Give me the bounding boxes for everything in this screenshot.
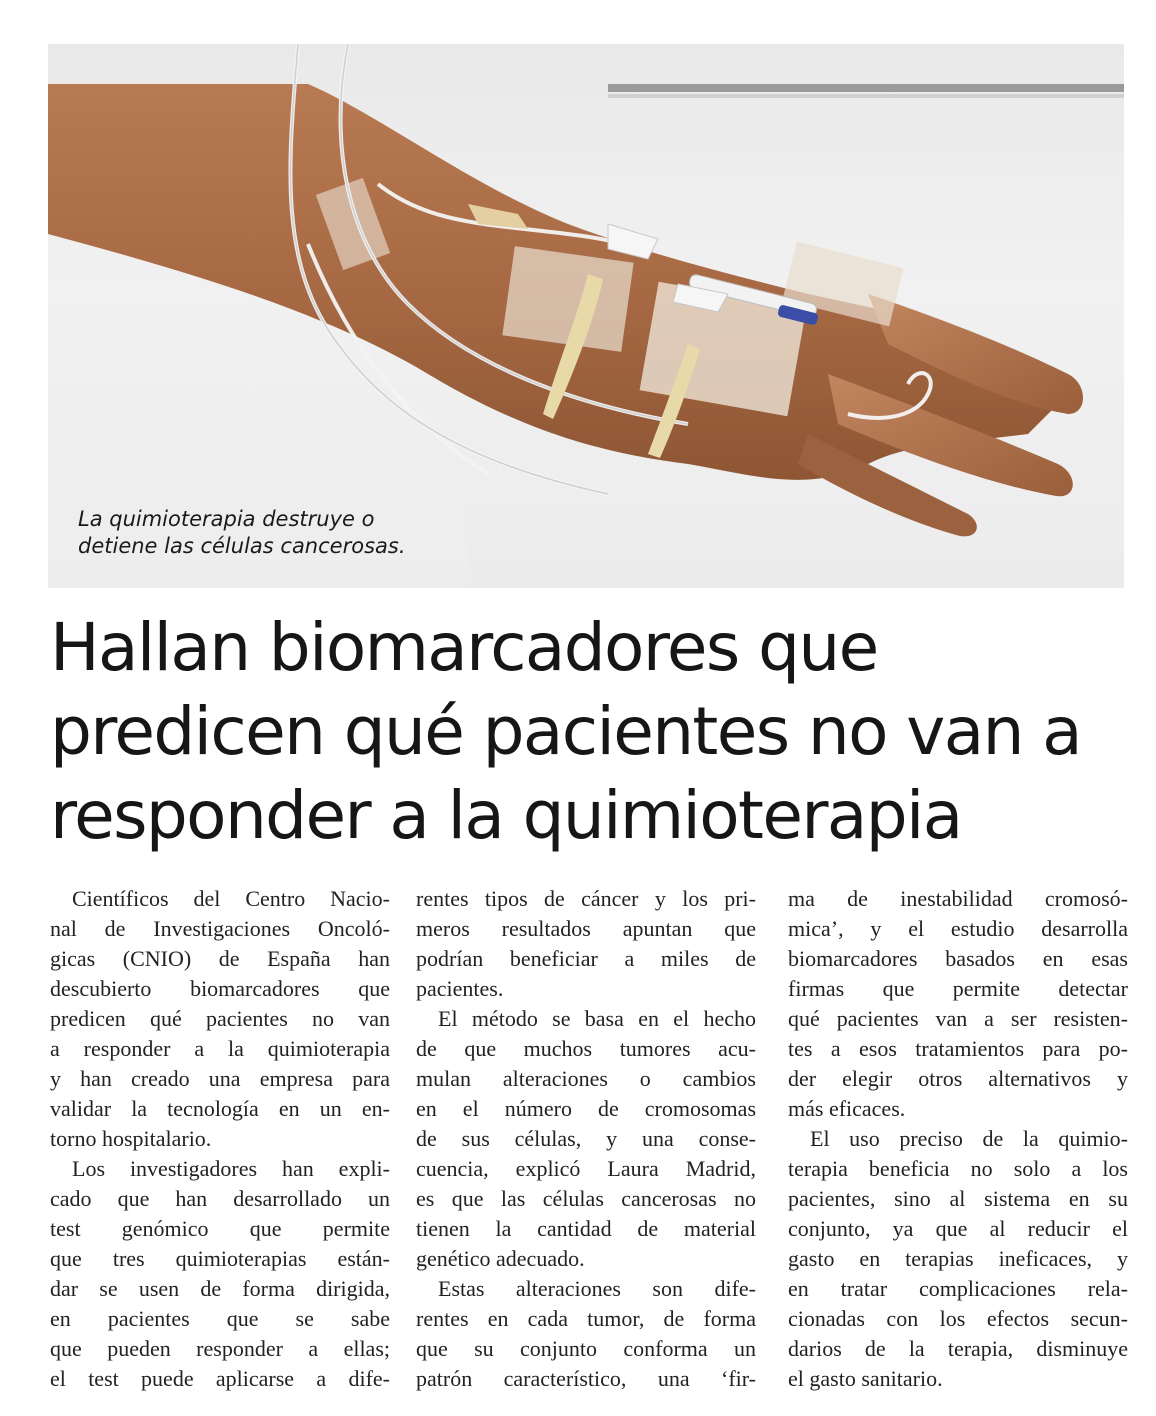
body-line: a responder a la quimioterapia [50, 1036, 390, 1061]
body-line: validar la tecnología en un en- [50, 1096, 390, 1121]
body-line: pacientes, sino al sistema en su [788, 1186, 1128, 1211]
body-line: en tratar complicaciones rela- [788, 1276, 1128, 1301]
body-line: cado que han desarrollado un [50, 1186, 390, 1211]
body-line: que pueden responder a ellas; [50, 1336, 390, 1361]
body-line: ma de inestabilidad cromosó- [788, 886, 1128, 911]
body-line: rentes en cada tumor, de forma [416, 1306, 756, 1331]
headline-line: responder a la quimioterapia [50, 777, 962, 854]
body-line: Los investigadores han expli- [72, 1156, 390, 1181]
caption-line: detiene las células cancerosas. [78, 534, 406, 558]
body-line: dar se usen de forma dirigida, [50, 1276, 390, 1301]
body-line: cuencia, explicó Laura Madrid, [416, 1156, 756, 1181]
body-line: test genómico que permite [50, 1216, 390, 1241]
body-line: tienen la cantidad de material [416, 1216, 756, 1241]
headline-line: Hallan biomarcadores que [50, 609, 878, 686]
body-line: meros resultados apuntan que [416, 916, 756, 941]
body-line: El método se basa en el hecho [438, 1006, 756, 1031]
tape-1 [502, 246, 633, 352]
body-line: que su conjunto conforma un [416, 1336, 756, 1361]
body-line: de sus células, y una conse- [416, 1126, 756, 1151]
body-line: El uso preciso de la quimio- [810, 1126, 1128, 1151]
article-column-1 [50, 884, 390, 1394]
body-line: que tres quimioterapias están- [50, 1246, 390, 1271]
body-line: terapia beneficia no solo a los [788, 1156, 1128, 1181]
body-line: nal de Investigaciones Oncoló- [50, 916, 390, 941]
article-column-2 [416, 884, 756, 1394]
body-line: en el número de cromosomas [416, 1096, 756, 1121]
body-line: y han creado una empresa para [50, 1066, 390, 1091]
body-line: pacientes. [416, 976, 504, 1001]
photo-caption [78, 506, 406, 560]
body-line: podrían beneficiar a miles de [416, 946, 756, 971]
body-line: mulan alteraciones o cambios [416, 1066, 756, 1091]
body-line: cionadas con los efectos secun- [788, 1306, 1128, 1331]
body-line: der elegir otros alternativos y [788, 1066, 1128, 1091]
body-line: es que las células cancerosas no [416, 1186, 756, 1211]
body-line: Científicos del Centro Nacio- [72, 886, 390, 911]
body-line: genético adecuado. [416, 1246, 585, 1271]
body-line: gicas (CNIO) de España han [50, 946, 390, 971]
article-photo [48, 44, 1124, 588]
body-line: firmas que permite detectar [788, 976, 1128, 1001]
body-line: qué pacientes van a ser resisten- [788, 1006, 1128, 1031]
body-line: gasto en terapias ineficaces, y [788, 1246, 1128, 1271]
body-line: tes a esos tratamientos para po- [788, 1036, 1128, 1061]
article-headline [50, 606, 1130, 858]
body-line: predicen qué pacientes no van [50, 1006, 390, 1031]
article-column-3 [788, 884, 1128, 1394]
body-line: en pacientes que se sabe [50, 1306, 390, 1331]
caption-line: La quimioterapia destruye o [78, 507, 375, 531]
body-line: el gasto sanitario. [788, 1366, 943, 1391]
body-line: el test puede aplicarse a dife- [50, 1366, 390, 1391]
body-line: mica’, y el estudio desarrolla [788, 916, 1128, 941]
headline-line: predicen qué pacientes no van a [50, 693, 1082, 770]
body-line: conjunto, ya que al reducir el [788, 1216, 1128, 1241]
body-line: rentes tipos de cáncer y los pri- [416, 886, 756, 911]
body-line: patrón característico, una ‘fir- [416, 1366, 756, 1391]
body-line: Estas alteraciones son dife- [438, 1276, 756, 1301]
bed-rail [608, 84, 1124, 92]
body-line: biomarcadores basados en esas [788, 946, 1128, 971]
body-line: darios de la terapia, disminuye [788, 1336, 1128, 1361]
body-line: más eficaces. [788, 1096, 906, 1121]
body-line: descubierto biomarcadores que [50, 976, 390, 1001]
body-line: torno hospitalario. [50, 1126, 212, 1151]
body-line: de que muchos tumores acu- [416, 1036, 756, 1061]
